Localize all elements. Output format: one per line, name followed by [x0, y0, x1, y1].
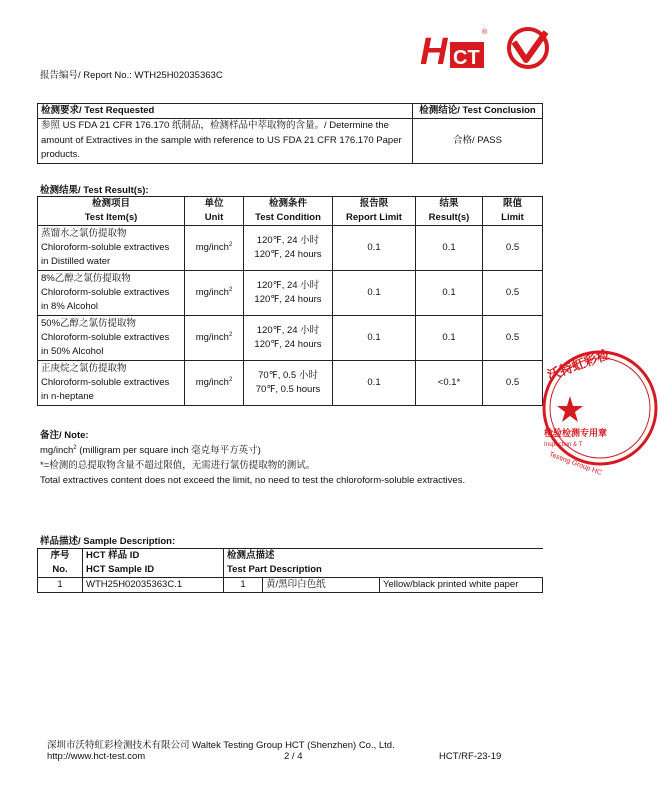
unit-cell — [185, 271, 244, 316]
hct-logo-graphic — [420, 24, 560, 74]
unit-text: mg/inch — [195, 242, 229, 253]
notes-title: 备注/ Note: — [40, 430, 89, 441]
footer-url[interactable]: http://www.hct-test.com — [47, 751, 146, 762]
report-limit-cell: 0.1 — [333, 316, 416, 361]
sample-table — [37, 548, 543, 593]
unit-text: mg/inch — [195, 332, 229, 343]
item-cn: 蒸馏水之氯仿提取物 — [41, 228, 127, 239]
cond-cn: 120℉, 24 小时 — [256, 280, 320, 291]
part-desc-en: Yellow/black printed white paper — [380, 578, 543, 593]
limit-cell: 0.5 — [483, 361, 543, 406]
test-item-cell — [38, 361, 185, 406]
item-cn: 正庚烷之氯仿提取物 — [41, 363, 127, 374]
result-cell: <0.1* — [416, 361, 483, 406]
header-en: No. — [52, 564, 68, 575]
test-item-cell — [38, 316, 185, 361]
header-en: Limit — [501, 212, 524, 223]
item-en: Chloroform-soluble extractives — [41, 242, 170, 253]
item-medium: in 8% Alcohol — [41, 301, 99, 312]
request-header: 检测要求/ Test Requested — [38, 104, 413, 119]
report-number: 报告编号/ Report No.: WTH25H02035363C — [40, 70, 223, 81]
conclusion-value: 合格/ PASS — [413, 119, 543, 164]
request-table — [37, 103, 543, 164]
table-row — [38, 361, 543, 406]
results-header-row — [38, 197, 543, 226]
svg-text:沃特虹彩检: 沃特虹彩检 — [545, 347, 612, 384]
condition-cell — [244, 316, 333, 361]
table-row — [38, 316, 543, 361]
header-unit — [185, 197, 244, 226]
notes-line-1 — [40, 443, 540, 458]
header-test-item — [38, 197, 185, 226]
item-en: Chloroform-soluble extractives — [41, 332, 170, 343]
header-cn: HCT 样品 ID — [86, 550, 140, 561]
test-item-cell — [38, 271, 185, 316]
header-limit — [483, 197, 543, 226]
cond-cn: 120℉, 24 小时 — [256, 325, 320, 336]
report-limit-cell: 0.1 — [333, 271, 416, 316]
request-text: 参照 US FDA 21 CFR 176.170 纸制品，检测样品中萃取物的含量。/ Determine the amount of Extractives in the sample with reference to US FDA 21 CFR 176.170 Paper products. — [38, 119, 413, 164]
notes-unit-sup: 2 — [73, 444, 77, 451]
table-row — [38, 226, 543, 271]
header-condition — [244, 197, 333, 226]
sample-title: 样品描述/ Sample Description: — [40, 536, 176, 547]
company-seal — [540, 344, 612, 477]
item-medium: in 50% Alcohol — [41, 346, 104, 357]
unit-sup: 2 — [228, 286, 233, 293]
condition-cell — [244, 271, 333, 316]
header-cn: 报告限 — [359, 198, 389, 209]
limit-cell: 0.5 — [483, 271, 543, 316]
header-cn: 限值 — [502, 198, 522, 209]
header-report-limit — [333, 197, 416, 226]
conclusion-header: 检测结论/ Test Conclusion — [413, 104, 543, 119]
footer-page-number: 2 / 4 — [284, 751, 303, 762]
header-cn: 序号 — [50, 550, 70, 561]
unit-text: mg/inch — [195, 287, 229, 298]
svg-text:Testing Group HC: Testing Group HC — [548, 451, 603, 477]
item-cn: 50%乙醇之氯仿提取物 — [41, 318, 137, 329]
item-en: Chloroform-soluble extractives — [41, 377, 170, 388]
item-medium: in Distilled water — [41, 256, 111, 267]
header-no — [38, 549, 83, 578]
header-cn: 检测项目 — [91, 198, 130, 209]
svg-text:检验检测专用章: 检验检测专用章 — [544, 429, 608, 439]
notes-line-2: *=检测的总提取物含量不超过限值，无需进行氯仿提取物的测试。 — [40, 460, 316, 471]
table-row — [38, 271, 543, 316]
header-en: Report Limit — [346, 212, 402, 223]
test-item-cell — [38, 226, 185, 271]
header-cn: 检测点描述 — [227, 550, 275, 561]
cond-en: 120℉, 24 hours — [254, 339, 322, 350]
header-en: Result(s) — [428, 212, 470, 223]
sample-no: 1 — [38, 578, 83, 593]
limit-cell: 0.5 — [483, 316, 543, 361]
footer-doc-code: HCT/RF-23-19 — [439, 751, 502, 762]
item-cn: 8%乙醇之氯仿提取物 — [41, 273, 131, 284]
svg-text:®: ® — [482, 29, 488, 36]
header-sample-id — [83, 549, 224, 578]
notes-unit: mg/inch — [40, 445, 74, 456]
sample-header-row — [38, 549, 543, 578]
sample-id: WTH25H02035363C.1 — [83, 578, 224, 593]
result-cell: 0.1 — [416, 316, 483, 361]
unit-sup: 2 — [228, 331, 233, 338]
header-en: Test Condition — [255, 212, 321, 223]
notes-unit-desc: (milligram per square inch 毫克每平方英寸) — [76, 445, 261, 456]
header-cn: 检测条件 — [268, 198, 307, 209]
unit-cell — [185, 361, 244, 406]
svg-text:CT: CT — [453, 47, 480, 69]
part-desc-cn: 黄/黑印白色纸 — [263, 578, 380, 593]
result-cell: 0.1 — [416, 226, 483, 271]
limit-cell: 0.5 — [483, 226, 543, 271]
unit-sup: 2 — [228, 241, 233, 248]
header-cn: 结果 — [439, 198, 459, 209]
unit-sup: 2 — [228, 376, 233, 383]
results-table — [37, 196, 543, 406]
svg-text:H: H — [420, 31, 448, 73]
hct-logo — [420, 24, 560, 74]
table-row — [38, 578, 543, 593]
report-limit-cell: 0.1 — [333, 226, 416, 271]
notes-section — [40, 428, 540, 488]
condition-cell — [244, 226, 333, 271]
part-no: 1 — [224, 578, 263, 593]
cond-en: 120℉, 24 hours — [254, 249, 322, 260]
unit-cell — [185, 316, 244, 361]
notes-line-3: Total extractives content does not exceed the limit, no need to test the chloroform-soluble extractives. — [40, 475, 466, 486]
header-en: Test Part Description — [227, 564, 322, 575]
item-en: Chloroform-soluble extractives — [41, 287, 170, 298]
header-en: Test Item(s) — [84, 212, 138, 223]
item-medium: in n-heptane — [41, 391, 94, 402]
footer-company: 深圳市沃特虹彩检测技术有限公司 Waltek Testing Group HCT (Shenzhen) Co., Ltd. — [47, 740, 395, 751]
cond-cn: 70℉, 0.5 小时 — [258, 370, 318, 381]
seal-graphic — [540, 344, 660, 477]
header-results — [416, 197, 483, 226]
condition-cell — [244, 361, 333, 406]
header-en: Unit — [204, 212, 224, 223]
header-cn: 单位 — [204, 198, 224, 209]
results-title: 检测结果/ Test Result(s): — [40, 185, 149, 196]
header-en: HCT Sample ID — [86, 564, 155, 575]
cond-cn: 120℉, 24 小时 — [256, 235, 320, 246]
result-cell: 0.1 — [416, 271, 483, 316]
unit-text: mg/inch — [195, 377, 229, 388]
svg-text:Inspection & T: Inspection & T — [544, 442, 583, 448]
unit-cell — [185, 226, 244, 271]
header-part — [224, 549, 543, 578]
report-limit-cell: 0.1 — [333, 361, 416, 406]
cond-en: 120℉, 24 hours — [254, 294, 322, 305]
cond-en: 70℉, 0.5 hours — [255, 384, 321, 395]
